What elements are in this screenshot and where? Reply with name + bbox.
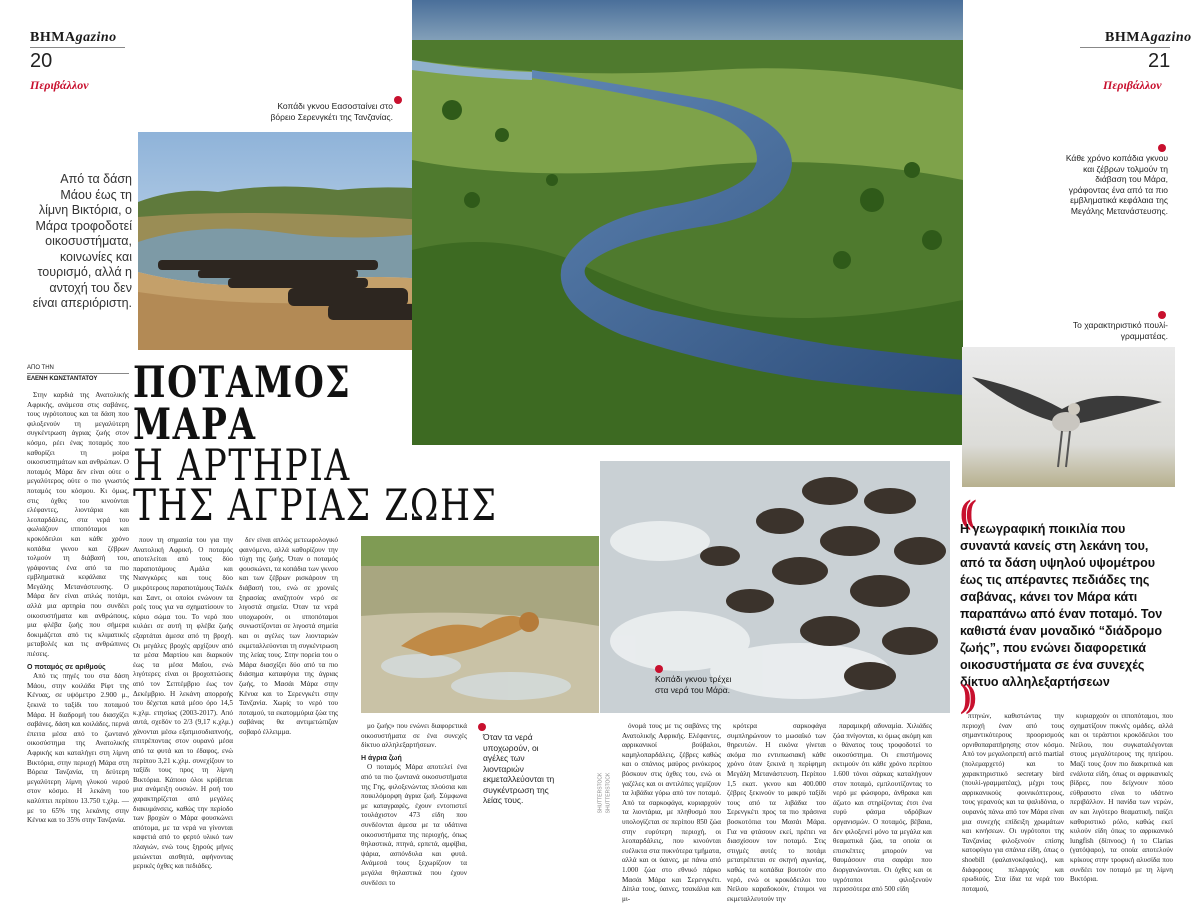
title-line-3: Η ΑΡΤΗΡΙΑ — [133, 441, 351, 491]
body-col5-text: όνομά τους με τις σαβάνες της Ανατολικής Αφρικής. Ελέφαντες, αφρικανικοί βούβαλοι, καμηλοπαρδάλεις, ζέβρες καθώς και ο σπάνιος μαύρος ρινόκερος βόσκουν στις όχθες του, ενώ οι γαζέλες και οι αντιλόπες γεμίζουν τα λιβάδια γύρω από τον ποταμό. Από τα σαρκοφάγα, κυριαρχούν τα λιοντάρια, με πληθυσμό που υπολογίζεται σε περίπου 850 ζώα στην ευρύτερη περιοχή, οι λεοπαρδάλεις, που κινούνται ευέλικτα στα πυκνότερα τμήματα, αλλά και οι ύαινες, με πάνω από 1.000 ζώα στο εθνικό πάρκο Μασάι Μάρα και Σερενγκέτι. Δίπλα τους, ύαινες, τσακάλια και μι- — [622, 722, 721, 903]
quote-open: (( — [960, 494, 971, 531]
title-line-2: ΜΑΡΑ — [133, 400, 257, 450]
body-column-5 — [622, 722, 721, 903]
page-number-left: 20 — [30, 50, 53, 72]
body-col4-text: μο ζωής» που ενώνει διαφορετικά οικοσυστήματα σε ένα συνεχές δίκτυο αλληλεξαρτήσεων. — [361, 722, 467, 750]
caption-herd-top: Κοπάδι γκνου Εασοσταίνει στο βόρειο Σερενγκέτι της Τανζανίας. — [270, 101, 393, 122]
body-column-8 — [962, 712, 1064, 893]
body-column-3 — [239, 536, 338, 881]
body-col8-text: πτηνών, καθιστώντας την περιοχή έναν από τους σημαντικότερους προορισμούς ορνιθοπαρατήρησης στον κόσμο. Από τον μεγαλοπρεπή αετό martial (πολεμαρχετό) και το χαρακτηριστικό secretary bird (πουλί-γραμματέας), μέχρι τους αφρικανικούς φοινικόπτερους, τους γερανούς και τα ψαλιδόνια, ο ουρανός πάνω από τον Μάρα είναι μια συνεχής επίδειξη χρωμάτων και κινήσεων. Οι υγρότοποι της Τανζανίας φιλοξενούν επίσης κατοφύγιο για σπάνια είδη, όπως ο shoebill (φαλαινοκέφαλος), και διάφορους πελαργούς και ερωδιούς. Στα ίδια τα νερά του ποταμού, — [962, 712, 1064, 893]
caption-marker-3 — [1158, 311, 1166, 319]
lion-photo — [361, 536, 599, 713]
pull-quote: Η γεωγραφική ποικιλία που συναντά κανείς στη λεκάνη του, από τα δάση υψηλού υψομέτρου έως τις απέραντες πεδιάδες της σαβάνας, κάνει τον Μάρα κάτι παραπάνω από έναν ποταμό. Τον καθιστά έναν μοναδικό “διάδρομο ζωής”, που ενώνει διαφορετικά οικοσυστήματα σε ένα συνεχές δίκτυο αλληλεξαρτήσεων — [960, 522, 1163, 689]
secretary-bird-photo — [962, 347, 1175, 487]
magazine-logo-left: ΒΗΜΑgazino — [30, 30, 117, 45]
body-col4b-text: Ο ποταμός Μάρα αποτελεί ένα από τα πιο ζωντανά οικοσυστήματα της Γης, φιλοξενώντας πλούσια και ποικιλόμορφη άγρια ζωή. Σύμφωνα με καταγραφές, έχουν εντοπιστεί τουλάχιστον 473 είδη που συνδέονται άμεσα με τα υδάτινα οικοσυστήματα της περιοχής, όπως θηλαστικά, πτηνά, ερπετά, αμφίβια, ψάρια, ασπόνδυλα και φυτά. Ανάμεσά τους ξεχωρίζουν τα μεγάλα θηλαστικά που έχουν συνδέσει το — [361, 763, 467, 887]
body-col1-text: Στην καρδιά της Ανατολικής Αφρικής, ανάμεσα στις σαβάνες, τους υγρότοπους και τα δάση που φιλοξενούν τη μεγαλύτερη συγκέντρωση άγριας ζωής στον κόσμο, ρέει ένας ποταμός που καθορίζει τη μοίρα οικοσυστημάτων και ανθρώπων. Ο ποταμός Μάρα δεν είναι ούτε ο μεγαλύτερος ούτε ο πιο γνωστός ποταμός του κόσμου. Κι όμως, στις όχθες του κινούνται ελέφαντες, λιοντάρια και λεοπαρδάλεις, στα νερά του φωλιάζουν ιπποπόταμοι και κροκόδειλοι και κάθε χρόνο κοπάδια γκνου και ζέβρων τολμούν τη διάβασή του, γράφοντας ένα από τα πιο εμβληματικά κεφάλαια της Μεγάλης Μετανάστευσης. Ο Μάρα δεν είναι απλώς ποτάμι, αλλά μια αρτηρία που συνδέει οικοσυστήματα και ανθρώπους, μια φλέβα ζωής που σήμερα δοκιμάζεται από τις κλιματικές μεταβολές και τις ανθρώπινες πιέσεις. — [27, 391, 129, 659]
body-column-7 — [833, 722, 932, 894]
photo-credit-left: SHUTTERSTOCK — [597, 772, 604, 814]
title-line-1: ΠΟΤΑΜΟΣ — [133, 358, 352, 408]
header-rule-left — [30, 47, 125, 48]
body-col7-text: παραμικρή αδυναμία. Χιλιάδες ζώα πνίγονται, κι όμως ακόμη και ο θάνατος τους τροφοδοτεί το οικοσύστημα. Οι επιστήμονες εκτιμούν ότι κάθε χρόνο περίπου 1.600 τόνοι σάρκας καταλήγουν στον ποταμό, εμπλουτίζοντας το νερό με φώσφορο, άνθρακα και άζωτο και στηρίζοντας έτσι ένα ευρύ φάσμα υδρόβιων οργανισμών. Ο ποταμός, βέβαια, δεν φιλοξενεί μόνο τα μεγάλα και θεαματικά ζώα, τα οποία οι επισκέπτες μπορούν να θαυμάσουν στα σαφάρι που διοργανώνονται. Οι όχθες και οι υγρότοποι φιλοξενούν περισσότερα από 500 είδη — [833, 722, 932, 894]
caption-marker-2 — [1158, 144, 1166, 152]
body-col1b-text: Από τις πηγές του στα δάση Μάου, στην κοιλάδα Ρίφτ της Κένυας, σε υψόμετρο 2.900 μ., ξεκινά το ταξίδι του ποταμού Μάρα. Η διαδρομή του διασχίζει σαβάνες, δάση και κοιλάδες, περνά έπειτα μέσα από το ζωντανό οικοσύστημα της Ανατολικής Αφρικής και καταλήγει στη λίμνη Βικτόρια, στην περιοχή Μάρα στη Βόρεια Τανζανία, τη δεύτερη μεγαλύτερη λίμνη γλυκού νερού στον κόσμο. Η λεκάνη του καλύπτει περίπου 13.750 τ.χλμ. — με το 65% της λεκάνης στην Κένυα και το 35% στην Τανζανία. — [27, 672, 129, 825]
photo-credit-right: SHUTTERSTOCK — [605, 772, 612, 814]
body-col2-text: πουν τη σημασία του για την Ανατολική Αφρική. Ο ποταμός αποτελείται από τους δύο παραποτάμους Αμάλα και Νιανγκόρες και τους δύο μικρότερους παραποτάμους Ταλέκ και Σαντ, οι οποίοι ενώνουν τα ροές τους για να σχηματίσουν το κύριο σώμα του. Το νερό που κυλάει σε αυτή τη φλέβα ζωής εξαρτάται άμεσα από τη βροχή. Οι μεγάλες βροχές αρχίζουν από τα μέσα Μαρτίου και διαρκούν έως τα μέσα Μαΐου, ενώ λιγότερες είναι οι βροχοπτώσεις από τον Σεπτέμβριο έως τον Δεκέμβριο. Η λεκάνη απορροής του δέχεται κατά μέσο όρο 14,5 κ.χλμ. ετησίως (2003-2017). Από αυτά, σχεδόν το 2/3 (9,17 κ.χλμ.) χάνονται μέσω εξατμισοδιαπνοής, επιτρέποντας στον ουρανό μέσα από τα φυτά και το έδαφος, ενώ περίπου 3,21 κ.χλμ. συνεχίζουν το ταξίδι τους προς τη λίμνη Βικτόρια. Κάποιο όλοι κρύβεται μια ανάμειξη ουσιών. Η ροή του χαρακτηρίζεται από μεγάλες διακυμάνσεις, καθώς την περίοδο των βροχών ο Μάρα φουσκώνει απότομα, με τα νερά να γίνονται καφετιά από το φερτό υλικό των πλαγιών, ενώ τους ξηρούς μήνες μειώνεται αισθητά, αφήνοντας μερικές όχθες και πεδιάδες. — [133, 536, 233, 871]
caption-crossing: Κοπάδι γκνου τρέχει στα νερά του Μάρα. — [655, 674, 732, 695]
body-col9-text: κυριαρχούν οι ιπποπόταμοι, που σχηματίζουν πυκνές ομάδες, αλλά και οι τεράστιοι κροκόδειλοι του Νείλου, που συγκαταλέγονται στους μεγαλύτερους της ηπείρου. Μαζί τους ζουν πιο διακριτικά και ενάλυτα είδη, όπως οι αφρικανικές βίδρες, που δείχνουν πόσο εύθραυστο είναι το υδάτινο περιβάλλον. Η πανίδα των νερών, αν και λιγότερο θεαματική, παίζει καθοριστικό ρόλο, καθώς εκεί κυλούν είδη όπως το αφρικανικό lungfish (δίπνοος) ή το Clarias (γατόψαρο), τα οποία αποτελούν κρίκους στην τροφική αλυσίδα που συνδέει τον ποταμό με τη λίμνη Βικτόρια. — [1070, 712, 1173, 884]
byline-label: ΑΠΟ ΤΗΝ — [27, 365, 54, 371]
body-column-2 — [133, 536, 233, 881]
body-column-4 — [361, 722, 467, 887]
wildebeest-crossing-photo — [600, 461, 950, 713]
byline-author: ΕΛΕΝΗ ΚΩΝΣΤΑΝΤΑΤΟΥ — [27, 376, 98, 382]
quote-close: )) — [960, 678, 971, 715]
body-col1-heading: Ο ποταμός σε αριθμούς — [27, 663, 106, 671]
caption-marker-5 — [655, 665, 663, 673]
intro-text: Από τα δάση Μάου έως τη λίμνη Βικτόρια, ο Μάρα τροφοδοτεί οικοσυστήματα, κοινωνίες και τουρισμό, αλλά η αντοχή του δεν είναι απεριόριστη. — [32, 172, 132, 310]
caption-river: Κάθε χρόνο κοπάδια γκνου και ζέβρων τολμούν τη διάβαση του Μάρα, γράφοντας ένα από τα πιο εμβληματικά κεφάλαια της Μεγάλης Μετανάστευσης. — [1065, 153, 1168, 216]
body-col4-heading: Η άγρια ζωή — [361, 754, 402, 762]
body-col3-text: δεν είναι απλώς μετεωρολογικό φαινόμενο, αλλά καθορίζουν την τύχη της ζωής. Όταν ο ποταμός φουσκώνει, τα κοπάδια των γκνου και των ζέβρων ρισκάρουν τη διάβασή του, ενώ σε χρονιές ξηρασίας αναζητούν νερό σε λιγοστά σημεία. Όταν τα νερά υποχωρούν, οι ιπποπόταμοι συνωστίζονται σε λιγοστά σημεία και οι αγέλες των λιονταριών εκμεταλλεύονται τη συγκέντρωση της λείας τους. Στην πορεία του ο Μάρα διασχίζει δύο από τα πιο διάσημα καταφύγια της άγριας ζωής, το Μασάι Μάρα στην Κένυα και το Σερενγκέτι στην Τανζανία. Χωρίς το νερό του ποταμού, τα εκατομμύρια ζώα της σαβάνας θα αντιμετώπιζαν σοβαρό έλλειμμα. — [239, 536, 338, 736]
page-number-right: 21 — [1148, 50, 1171, 72]
body-column-9 — [1070, 712, 1173, 882]
section-label-left: Περιβάλλον — [30, 78, 89, 92]
byline — [27, 364, 129, 383]
header-rule-right — [1080, 47, 1170, 48]
title-line-4: ΤΗΣ ΑΓΡΙΑΣ ΖΩΗΣ — [133, 481, 498, 531]
herd-crossing-photo — [138, 132, 451, 350]
caption-marker-4 — [478, 723, 486, 731]
body-column-6 — [727, 722, 826, 903]
caption-marker-1 — [394, 96, 402, 104]
body-column-1 — [27, 391, 129, 881]
byline-rule — [27, 373, 129, 374]
body-col6-text: κρότερα σαρκοφάγα συμπληρώνουν το μωσαϊκό των θηρευτών. Η εικόνα γίνεται ακόμα πιο εντυπωσιακή κάθε χρόνο όταν ξεκινά η περίφημη Μεγάλη Μετανάστευση. Περίπου 1,5 εκατ. γκνου και 400.000 ζέβρες ξεκινούν το μακρύ ταξίδι τους από τα λιβάδια του Σερενγκέτι προς τα πιο πράσινα βοσκοτόπια του Μασάι Μάρα. Για να φτάσουν εκεί, πρέπει να διασχίσουν τον ποταμό. Στις στιγμές αυτές το ποτάμι μετατρέπεται σε σκηνή αγωνίας, καθώς τα κοπάδια βουτούν στο νερό, ενώ οι κροκόδειλοι του Νείλου καραδοκούν, έτοιμοι να εκμεταλλευτούν την — [727, 722, 826, 903]
caption-bird: Το χαρακτηριστικό πουλί-γραμματέας. — [1072, 320, 1168, 341]
caption-lion: Όταν τα νερά υποχωρούν, οι αγέλες των λιονταριών εκμεταλλεύονται τη συγκέντρωση της λείας τους. — [483, 732, 555, 805]
river-aerial-photo — [412, 0, 963, 445]
magazine-logo-right: ΒΗΜΑgazino — [1105, 30, 1192, 45]
section-label-right: Περιβάλλον — [1103, 78, 1162, 92]
